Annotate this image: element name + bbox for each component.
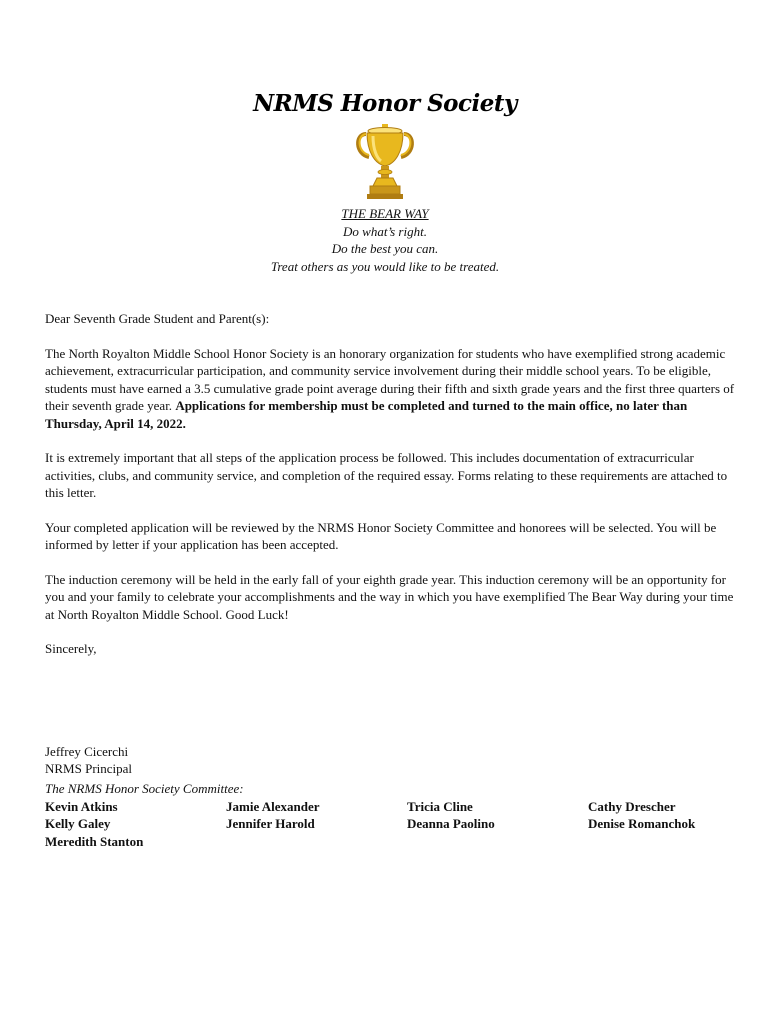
salutation: Dear Seventh Grade Student and Parent(s): (45, 311, 270, 326)
signature-space (45, 675, 735, 743)
signer-block (45, 743, 735, 778)
page-title: NRMS Honor Society (253, 90, 517, 117)
paragraph-eligibility (45, 345, 735, 433)
committee-member: Deanna Paolino (407, 816, 495, 831)
paragraph-process: It is extremely important that all steps of the application process be followed. This includes documentation of extracurricular activities, clubs, and community service, and completion of the required essay. Forms relating to these requirements are attached to this letter. (45, 450, 728, 500)
committee-block (45, 780, 745, 850)
letter-body (45, 310, 735, 778)
committee-member: Jennifer Harold (226, 816, 315, 831)
motto-heading: THE BEAR WAY (341, 206, 429, 221)
committee-member: Meredith Stanton (45, 833, 144, 849)
bear-way-motto (0, 205, 770, 275)
closing: Sincerely, (45, 641, 97, 656)
paragraph-ceremony: The induction ceremony will be held in the early fall of your eighth grade year. This induction ceremony will be an opportunity for you and your family to celebrate your accomplishments and the way in which you have exemplified The Bear Way during your time at North Royalton Middle School. Good Luck! (45, 571, 734, 622)
committee-member: Jamie Alexander (226, 798, 320, 814)
signer-title: NRMS Principal (45, 761, 133, 776)
committee-members (45, 798, 745, 851)
committee-member: Kelly Galey (45, 816, 111, 831)
signer-name: Jeffrey Cicerchi (45, 743, 129, 759)
paragraph-review: Your completed application will be reviewed by the NRMS Honor Society Committee and honorees will be selected. You will be informed by letter if your application has been accepted. (45, 519, 717, 552)
motto-line: Treat others as you would like to be treated. (270, 258, 500, 274)
motto-line: Do what’s right. (343, 223, 427, 239)
committee-member: Denise Romanchok (588, 816, 696, 831)
eligibility-text: The North Royalton Middle School Honor Society is an honorary organization for students who have exemplified strong academic achievement, extracurricular participation, and community service involvement during their middle school years. To be eligible, students must have earned a 3.5 cumulative grade point average during their fifth and sixth grade years and the first three quarters of their seventh grade year. (45, 345, 735, 413)
motto-line: Do the best you can. (331, 241, 439, 256)
deadline-text: Applications for membership must be completed and turned to the main office, no later than Thursday, April 14, 2022. (45, 398, 688, 431)
committee-member: Kevin Atkins (45, 798, 118, 814)
committee-member: Tricia Cline (407, 798, 473, 814)
committee-label: The NRMS Honor Society Committee: (45, 781, 244, 796)
committee-member: Cathy Drescher (588, 798, 676, 814)
trophy-icon (353, 124, 417, 200)
